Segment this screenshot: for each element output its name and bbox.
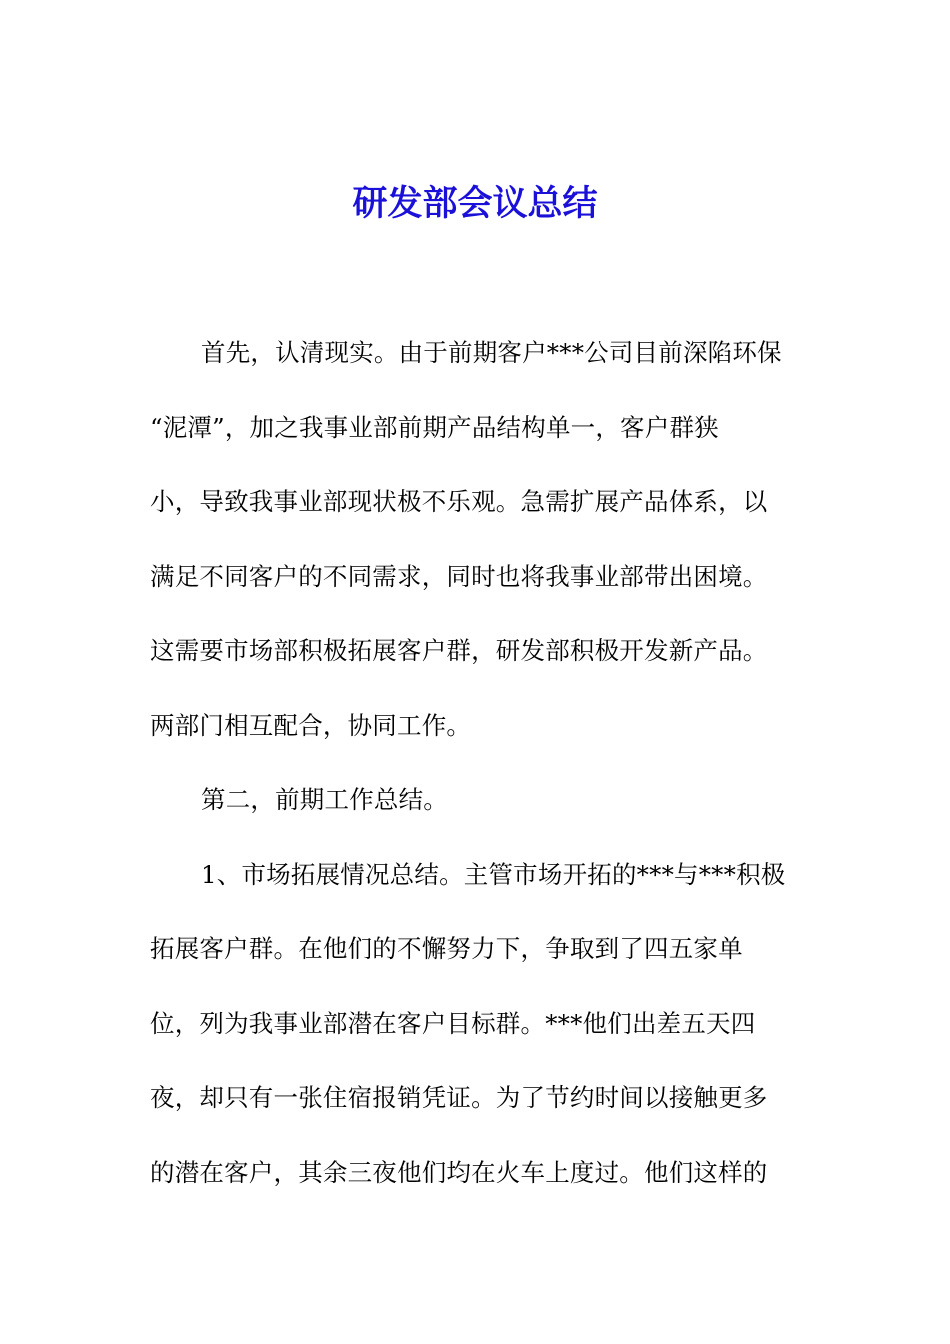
- paragraph-line: 两部门相互配合，协同工作。: [150, 710, 472, 740]
- document-body: [150, 324, 800, 1218]
- paragraph-line: 的潜在客户，其余三夜他们均在火车上度过。他们这样的: [150, 1157, 768, 1187]
- paragraph-line: 第二，前期工作总结。: [201, 785, 448, 814]
- document-title: 研发部会议总结: [352, 184, 598, 224]
- paragraph-line: 首先，认清现实。由于前期客户***公司目前深陷环保: [201, 338, 782, 367]
- paragraph-line: 小，导致我事业部现状极不乐观。急需扩展产品体系，以: [150, 487, 768, 516]
- paragraph-line: 位，列为我事业部潜在客户目标群。***他们出差五天四: [150, 1008, 756, 1038]
- paragraph-line: 满足不同客户的不同需求，同时也将我事业部带出困境。: [150, 561, 768, 591]
- paragraph-line: “泥潭”，加之我事业部前期产品结构单一，客户群狭: [150, 412, 719, 442]
- paragraph-line: 拓展客户群。在他们的不懈努力下，争取到了四五家单: [150, 934, 743, 963]
- paragraph-line: 这需要市场部积极拓展客户群，研发部积极开发新产品。: [150, 636, 768, 665]
- paragraph-line: 1、市场拓展情况总结。主管市场开拓的***与***积极: [201, 859, 786, 889]
- paragraph-line: 夜，却只有一张住宿报销凭证。为了节约时间以接触更多: [150, 1083, 768, 1112]
